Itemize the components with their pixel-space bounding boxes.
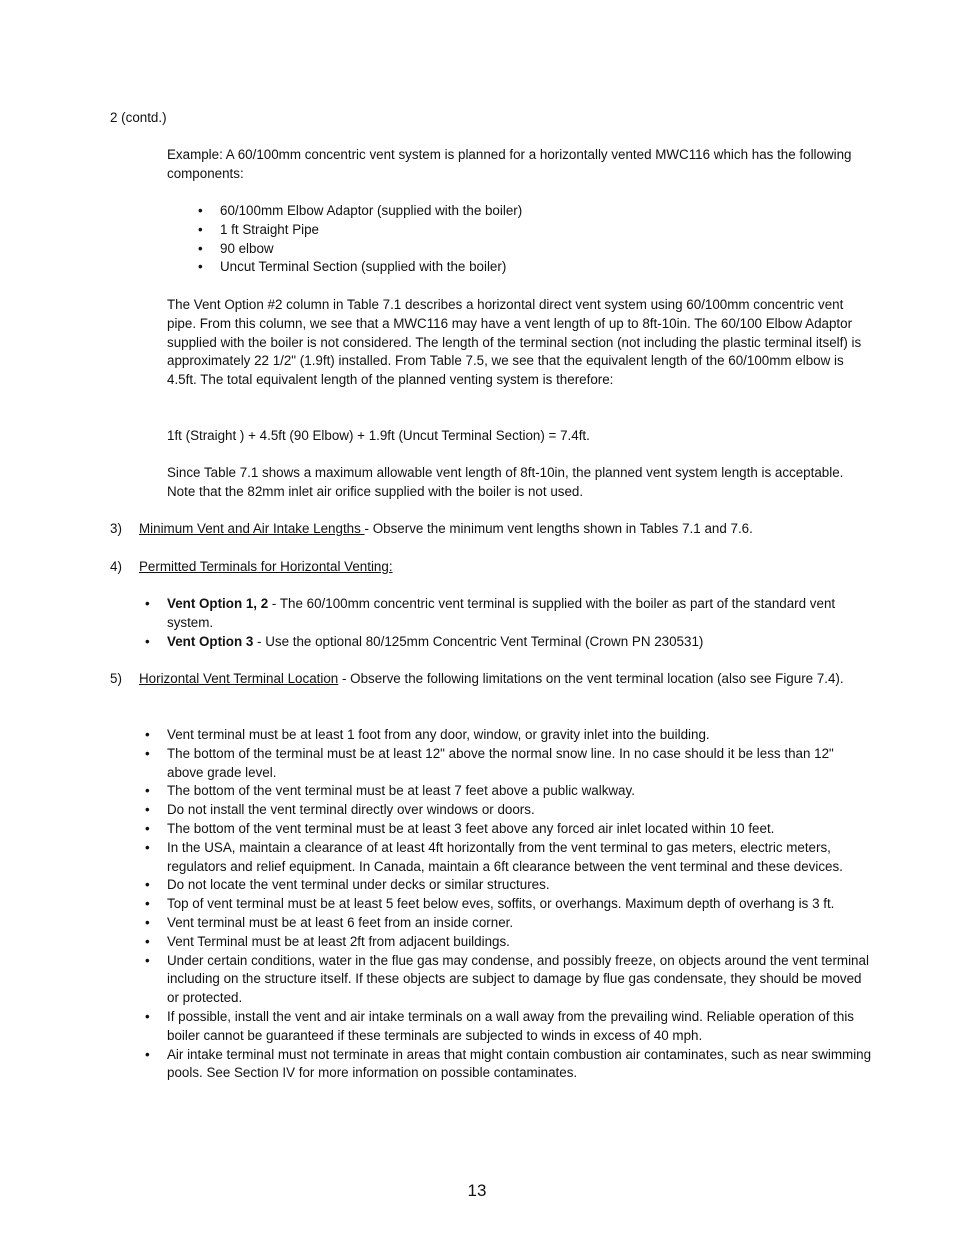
bullet-icon: •: [145, 633, 150, 649]
item-heading: Minimum Vent and Air Intake Lengths: [139, 521, 365, 536]
bullet-icon: •: [198, 221, 203, 237]
list-item: • 60/100mm Elbow Adaptor (supplied with the boiler): [220, 202, 870, 221]
components-list: [198, 202, 870, 277]
list-item: • Vent terminal must be at least 6 feet from an inside corner.: [167, 914, 872, 933]
bullet-icon: •: [145, 933, 150, 949]
bullet-icon: •: [198, 259, 203, 275]
item-5: [110, 670, 870, 689]
list-item: • Vent Option 1, 2 - The 60/100mm concentric vent terminal is supplied with the boiler as part of the standard vent system.: [145, 596, 836, 630]
item-heading: Horizontal Vent Terminal Location: [139, 671, 339, 686]
list-item: • 1 ft Straight Pipe: [220, 221, 870, 240]
list-item: • 90 elbow: [220, 240, 870, 259]
section-continued-label: 2 (contd.): [110, 110, 167, 125]
formula-line: 1ft (Straight ) + 4.5ft (90 Elbow) + 1.9ft (Uncut Terminal Section) = 7.4ft.: [167, 428, 590, 443]
list-item: • In the USA, maintain a clearance of at least 4ft horizontally from the vent terminal to gas meters, electric meters, regulators and relief equipment. In Canada, maintain a 6ft clearance between the vent terminal and these devices.: [145, 839, 843, 874]
item-number: 4): [110, 559, 122, 574]
explanation-paragraph: The Vent Option #2 column in Table 7.1 describes a horizontal direct vent system using 60/100mm concentric vent pipe. From this column, we see that a MWC116 may have a vent length of up to 8ft-10in. The 60/100 Elbow Adaptor supplied with the boiler is not considered. The length of the terminal section (not including the plastic terminal itself) is approximately 22 1/2" (1.9ft) installed. From Table 7.5, we see that the equivalent length of the 60/100mm elbow is 4.5ft. The total equivalent length of the planned venting system is therefore:: [167, 297, 862, 388]
bullet-icon: •: [145, 727, 150, 742]
bullet-icon: •: [145, 820, 150, 836]
item-heading: Permitted Terminals for Horizontal Venting:: [139, 559, 393, 574]
list-item: • Air intake terminal must not terminate in areas that might contain combustion air contaminates, such as near swimming pools. See Section IV for more information on possible contaminates.: [145, 1046, 872, 1081]
bullet-icon: •: [198, 240, 203, 256]
list-item: • The bottom of the terminal must be at least 12" above the normal snow line. In no case should it be less than 12" above grade level.: [145, 745, 834, 780]
item-number: 5): [110, 671, 122, 686]
bullet-icon: •: [198, 203, 203, 218]
location-rules-list: [145, 726, 872, 1083]
list-item: • The bottom of the vent terminal must be at least 7 feet above a public walkway.: [167, 782, 872, 801]
bullet-icon: •: [145, 745, 150, 761]
list-item: • The bottom of the vent terminal must be at least 3 feet above any forced air inlet located within 10 feet.: [167, 820, 872, 839]
item-number: 3): [110, 521, 122, 536]
conclusion-paragraph: Since Table 7.1 shows a maximum allowable vent length of 8ft-10in, the planned vent system length is acceptable. Note that the 82mm inlet air orifice supplied with the boiler is not used.: [167, 465, 844, 499]
bullet-icon: •: [145, 914, 150, 930]
bullet-icon: •: [145, 896, 150, 912]
item-text: - Observe the following limitations on the vent terminal location (also see Figure 7.4).: [338, 671, 844, 686]
item-4: [110, 558, 870, 577]
list-item: • Do not locate the vent terminal under decks or similar structures.: [167, 876, 872, 895]
bullet-icon: •: [145, 802, 150, 818]
item-3: [110, 520, 870, 539]
list-item: • Top of vent terminal must be at least 5 feet below eves, soffits, or overhangs. Maximum depth of overhang is 3 ft.: [167, 895, 872, 914]
bullet-icon: •: [145, 596, 150, 611]
bullet-icon: •: [145, 783, 150, 799]
list-item: • Vent Terminal must be at least 2ft from adjacent buildings.: [167, 933, 872, 952]
bullet-icon: •: [145, 952, 150, 968]
bullet-icon: •: [145, 1008, 150, 1024]
list-item: • If possible, install the vent and air intake terminals on a wall away from the prevailing wind. Reliable operation of this boiler cannot be guaranteed if these terminals are subjected to winds in excess of 40 mph.: [145, 1008, 855, 1043]
list-item: • Do not install the vent terminal directly over windows or doors.: [167, 801, 872, 820]
list-item: • Under certain conditions, water in the flue gas may condense, and possibly freeze, on objects around the vent terminal including on the structure itself. If these objects are subject to damage by flue gas condensate, they should be moved or protected.: [145, 952, 869, 1006]
bullet-icon: •: [145, 1046, 150, 1062]
page-number: 13: [467, 1181, 487, 1200]
list-item: • Uncut Terminal Section (supplied with the boiler): [220, 258, 870, 277]
example-block: [167, 146, 872, 184]
item-text: - Observe the minimum vent lengths shown in Tables 7.1 and 7.6.: [364, 521, 753, 536]
example-intro: Example: A 60/100mm concentric vent system is planned for a horizontally vented MWC116 which has the following components:: [167, 147, 852, 181]
list-item: • Vent terminal must be at least 1 foot from any door, window, or gravity inlet into the building.: [167, 726, 872, 745]
list-item: • Vent Option 3 - Use the optional 80/125mm Concentric Vent Terminal (Crown PN 230531): [167, 633, 872, 652]
bullet-icon: •: [145, 877, 150, 893]
bullet-icon: •: [145, 839, 150, 855]
terminal-options-list: [145, 595, 872, 651]
